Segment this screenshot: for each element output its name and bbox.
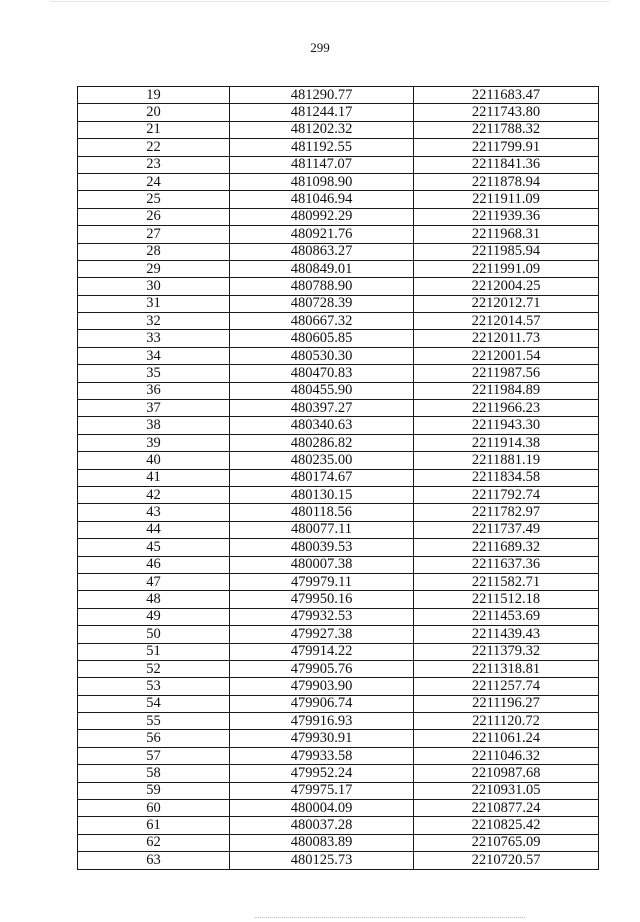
y-coordinate-cell: 2211453.69 [414, 608, 599, 625]
table-row [78, 591, 599, 608]
point-number-cell: 52 [78, 660, 230, 677]
table-row [78, 486, 599, 503]
table-row [78, 539, 599, 556]
y-coordinate-cell: 2211782.97 [414, 504, 599, 521]
x-coordinate-cell: 480286.82 [230, 434, 414, 451]
table-row [78, 313, 599, 330]
y-coordinate-cell: 2212001.54 [414, 347, 599, 364]
point-number-cell: 35 [78, 365, 230, 382]
y-coordinate-cell: 2211120.72 [414, 713, 599, 730]
point-number-cell: 39 [78, 434, 230, 451]
x-coordinate-cell: 479903.90 [230, 678, 414, 695]
y-coordinate-cell: 2211582.71 [414, 573, 599, 590]
table-row [78, 626, 599, 643]
y-coordinate-cell: 2210877.24 [414, 800, 599, 817]
x-coordinate-cell: 480921.76 [230, 226, 414, 243]
x-coordinate-cell: 479952.24 [230, 765, 414, 782]
point-number-cell: 44 [78, 521, 230, 538]
y-coordinate-cell: 2211683.47 [414, 87, 599, 104]
point-number-cell: 27 [78, 226, 230, 243]
x-coordinate-cell: 480849.01 [230, 260, 414, 277]
x-coordinate-cell: 480118.56 [230, 504, 414, 521]
table-row [78, 347, 599, 364]
point-number-cell: 59 [78, 782, 230, 799]
x-coordinate-cell: 479927.38 [230, 626, 414, 643]
x-coordinate-cell: 481244.17 [230, 104, 414, 121]
point-number-cell: 31 [78, 295, 230, 312]
y-coordinate-cell: 2211968.31 [414, 226, 599, 243]
point-number-cell: 23 [78, 156, 230, 173]
point-number-cell: 51 [78, 643, 230, 660]
x-coordinate-cell: 480530.30 [230, 347, 414, 364]
table-row [78, 260, 599, 277]
table-row [78, 365, 599, 382]
y-coordinate-cell: 2211637.36 [414, 556, 599, 573]
x-coordinate-cell: 481147.07 [230, 156, 414, 173]
x-coordinate-cell: 480992.29 [230, 208, 414, 225]
point-number-cell: 20 [78, 104, 230, 121]
x-coordinate-cell: 480077.11 [230, 521, 414, 538]
x-coordinate-cell: 480235.00 [230, 452, 414, 469]
y-coordinate-cell: 2211985.94 [414, 243, 599, 260]
y-coordinate-cell: 2211878.94 [414, 173, 599, 190]
y-coordinate-cell: 2212012.71 [414, 295, 599, 312]
point-number-cell: 24 [78, 173, 230, 190]
point-number-cell: 34 [78, 347, 230, 364]
point-number-cell: 43 [78, 504, 230, 521]
point-number-cell: 48 [78, 591, 230, 608]
y-coordinate-cell: 2211792.74 [414, 486, 599, 503]
x-coordinate-cell: 481046.94 [230, 191, 414, 208]
y-coordinate-cell: 2212004.25 [414, 278, 599, 295]
table-row [78, 208, 599, 225]
x-coordinate-cell: 480667.32 [230, 313, 414, 330]
table-row [78, 452, 599, 469]
y-coordinate-cell: 2212011.73 [414, 330, 599, 347]
table-row [78, 713, 599, 730]
point-number-cell: 19 [78, 87, 230, 104]
x-coordinate-cell: 479906.74 [230, 695, 414, 712]
x-coordinate-cell: 480037.28 [230, 817, 414, 834]
y-coordinate-cell: 2211991.09 [414, 260, 599, 277]
y-coordinate-cell: 2211841.36 [414, 156, 599, 173]
table-row [78, 469, 599, 486]
table-row [78, 104, 599, 121]
y-coordinate-cell: 2211379.32 [414, 643, 599, 660]
table-row [78, 504, 599, 521]
coordinates-table [77, 86, 599, 870]
table-row [78, 243, 599, 260]
point-number-cell: 58 [78, 765, 230, 782]
point-number-cell: 55 [78, 713, 230, 730]
x-coordinate-cell: 480039.53 [230, 539, 414, 556]
y-coordinate-cell: 2210765.09 [414, 834, 599, 851]
x-coordinate-cell: 479914.22 [230, 643, 414, 660]
point-number-cell: 42 [78, 486, 230, 503]
y-coordinate-cell: 2211061.24 [414, 730, 599, 747]
x-coordinate-cell: 480004.09 [230, 800, 414, 817]
table-row [78, 834, 599, 851]
table-row [78, 278, 599, 295]
point-number-cell: 60 [78, 800, 230, 817]
y-coordinate-cell: 2210931.05 [414, 782, 599, 799]
table-row [78, 400, 599, 417]
y-coordinate-cell: 2211512.18 [414, 591, 599, 608]
table-row [78, 382, 599, 399]
table-row [78, 139, 599, 156]
point-number-cell: 40 [78, 452, 230, 469]
x-coordinate-cell: 480340.63 [230, 417, 414, 434]
y-coordinate-cell: 2210987.68 [414, 765, 599, 782]
x-coordinate-cell: 479975.17 [230, 782, 414, 799]
table-row [78, 660, 599, 677]
point-number-cell: 22 [78, 139, 230, 156]
x-coordinate-cell: 479930.91 [230, 730, 414, 747]
point-number-cell: 57 [78, 747, 230, 764]
y-coordinate-cell: 2211737.49 [414, 521, 599, 538]
table-row [78, 87, 599, 104]
table-row [78, 173, 599, 190]
x-coordinate-cell: 479979.11 [230, 573, 414, 590]
point-number-cell: 25 [78, 191, 230, 208]
scan-bottom-edge [255, 917, 525, 918]
table-row [78, 330, 599, 347]
table-row [78, 695, 599, 712]
point-number-cell: 32 [78, 313, 230, 330]
x-coordinate-cell: 480863.27 [230, 243, 414, 260]
point-number-cell: 54 [78, 695, 230, 712]
point-number-cell: 36 [78, 382, 230, 399]
y-coordinate-cell: 2211914.38 [414, 434, 599, 451]
y-coordinate-cell: 2211257.74 [414, 678, 599, 695]
x-coordinate-cell: 480728.39 [230, 295, 414, 312]
table-row [78, 295, 599, 312]
y-coordinate-cell: 2211939.36 [414, 208, 599, 225]
point-number-cell: 30 [78, 278, 230, 295]
table-row [78, 434, 599, 451]
x-coordinate-cell: 481202.32 [230, 121, 414, 138]
table-row [78, 747, 599, 764]
table-row [78, 191, 599, 208]
point-number-cell: 47 [78, 573, 230, 590]
point-number-cell: 28 [78, 243, 230, 260]
point-number-cell: 21 [78, 121, 230, 138]
y-coordinate-cell: 2210825.42 [414, 817, 599, 834]
table-row [78, 765, 599, 782]
x-coordinate-cell: 480470.83 [230, 365, 414, 382]
x-coordinate-cell: 481290.77 [230, 87, 414, 104]
point-number-cell: 46 [78, 556, 230, 573]
y-coordinate-cell: 2211799.91 [414, 139, 599, 156]
page-number: 299 [310, 40, 330, 55]
y-coordinate-cell: 2211881.19 [414, 452, 599, 469]
x-coordinate-cell: 479950.16 [230, 591, 414, 608]
x-coordinate-cell: 480788.90 [230, 278, 414, 295]
point-number-cell: 29 [78, 260, 230, 277]
point-number-cell: 63 [78, 852, 230, 869]
y-coordinate-cell: 2211834.58 [414, 469, 599, 486]
x-coordinate-cell: 480083.89 [230, 834, 414, 851]
x-coordinate-cell: 479932.53 [230, 608, 414, 625]
point-number-cell: 33 [78, 330, 230, 347]
point-number-cell: 41 [78, 469, 230, 486]
table-row [78, 643, 599, 660]
y-coordinate-cell: 2211743.80 [414, 104, 599, 121]
table-row [78, 156, 599, 173]
point-number-cell: 61 [78, 817, 230, 834]
point-number-cell: 45 [78, 539, 230, 556]
x-coordinate-cell: 480007.38 [230, 556, 414, 573]
y-coordinate-cell: 2211987.56 [414, 365, 599, 382]
point-number-cell: 26 [78, 208, 230, 225]
x-coordinate-cell: 480125.73 [230, 852, 414, 869]
y-coordinate-cell: 2211788.32 [414, 121, 599, 138]
x-coordinate-cell: 481098.90 [230, 173, 414, 190]
table-row [78, 226, 599, 243]
x-coordinate-cell: 480397.27 [230, 400, 414, 417]
table-row [78, 608, 599, 625]
point-number-cell: 38 [78, 417, 230, 434]
table-row [78, 573, 599, 590]
y-coordinate-cell: 2211984.89 [414, 382, 599, 399]
scan-edge-line [50, 1, 610, 2]
table-row [78, 730, 599, 747]
table-row [78, 678, 599, 695]
point-number-cell: 37 [78, 400, 230, 417]
table-row [78, 817, 599, 834]
y-coordinate-cell: 2211966.23 [414, 400, 599, 417]
x-coordinate-cell: 480130.15 [230, 486, 414, 503]
x-coordinate-cell: 479905.76 [230, 660, 414, 677]
x-coordinate-cell: 480605.85 [230, 330, 414, 347]
table-row [78, 852, 599, 869]
table-row [78, 417, 599, 434]
table-row [78, 800, 599, 817]
y-coordinate-cell: 2211439.43 [414, 626, 599, 643]
table-row [78, 121, 599, 138]
point-number-cell: 56 [78, 730, 230, 747]
point-number-cell: 53 [78, 678, 230, 695]
table-row [78, 556, 599, 573]
x-coordinate-cell: 480455.90 [230, 382, 414, 399]
y-coordinate-cell: 2210720.57 [414, 852, 599, 869]
point-number-cell: 49 [78, 608, 230, 625]
point-number-cell: 50 [78, 626, 230, 643]
y-coordinate-cell: 2211689.32 [414, 539, 599, 556]
x-coordinate-cell: 479933.58 [230, 747, 414, 764]
x-coordinate-cell: 480174.67 [230, 469, 414, 486]
y-coordinate-cell: 2211911.09 [414, 191, 599, 208]
table-row [78, 782, 599, 799]
y-coordinate-cell: 2211046.32 [414, 747, 599, 764]
y-coordinate-cell: 2212014.57 [414, 313, 599, 330]
table-row [78, 521, 599, 538]
x-coordinate-cell: 479916.93 [230, 713, 414, 730]
coordinates-table-body [78, 87, 599, 870]
y-coordinate-cell: 2211943.30 [414, 417, 599, 434]
y-coordinate-cell: 2211196.27 [414, 695, 599, 712]
x-coordinate-cell: 481192.55 [230, 139, 414, 156]
y-coordinate-cell: 2211318.81 [414, 660, 599, 677]
point-number-cell: 62 [78, 834, 230, 851]
